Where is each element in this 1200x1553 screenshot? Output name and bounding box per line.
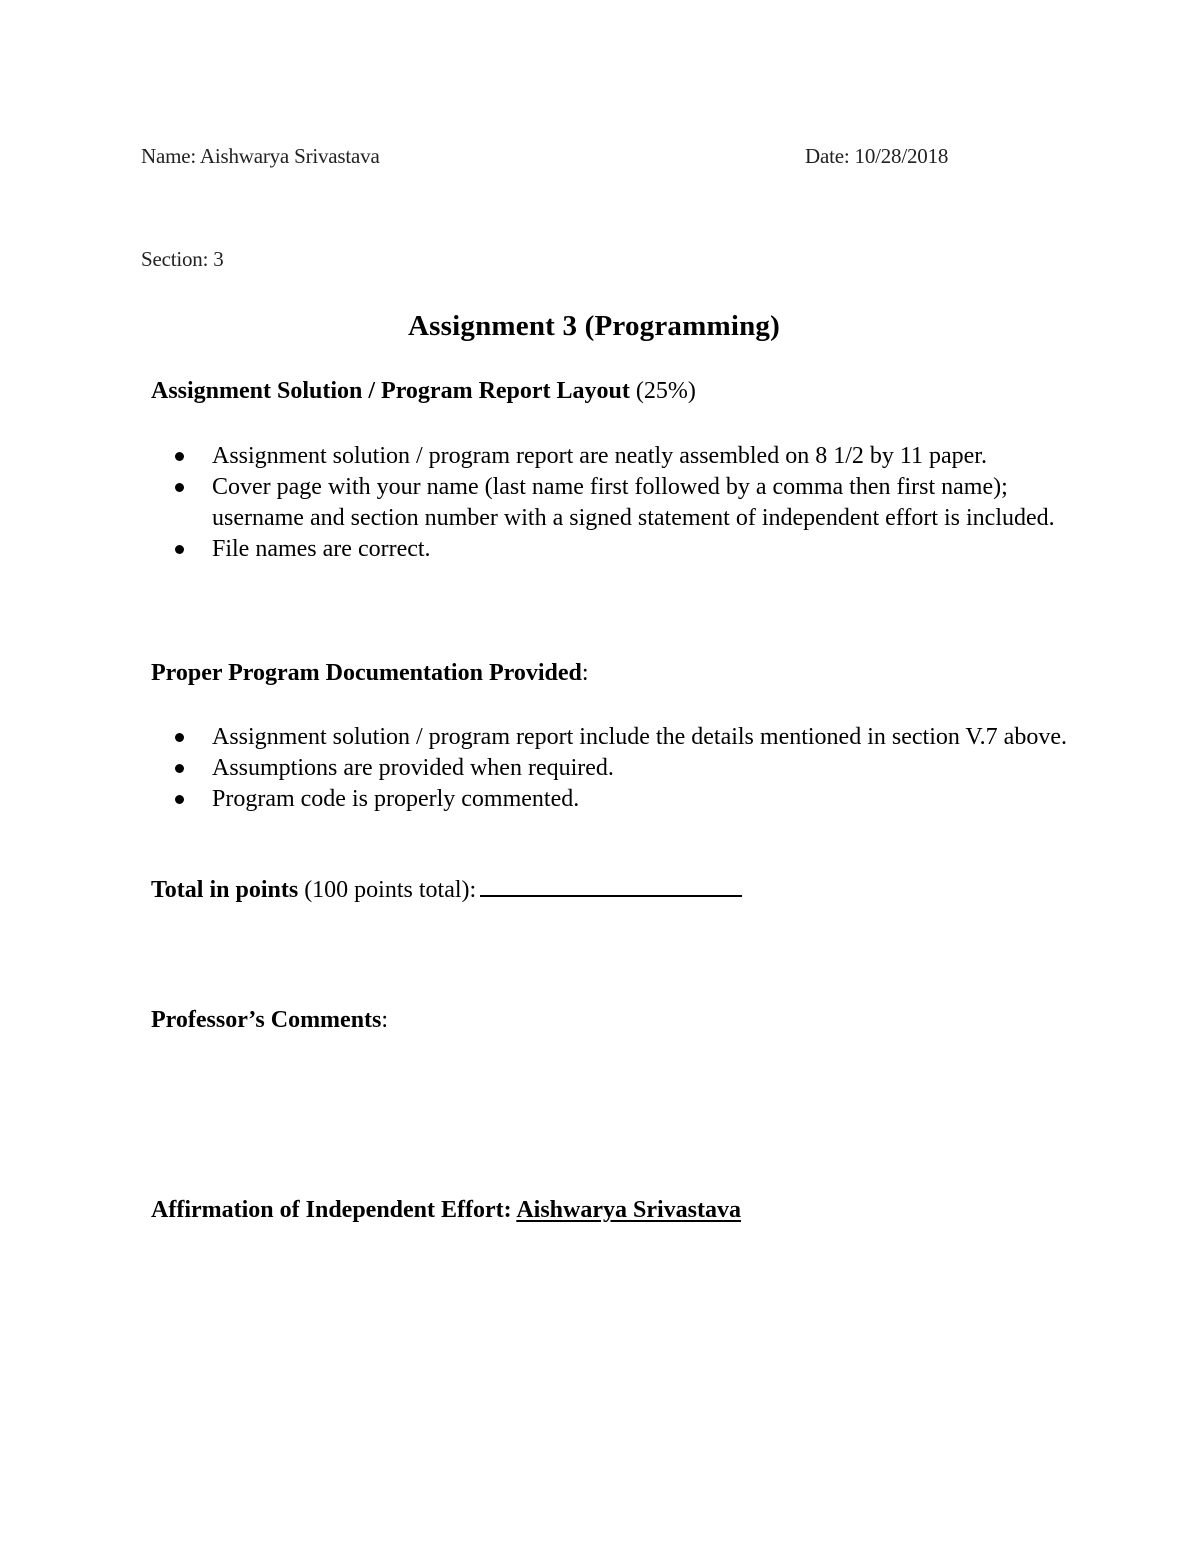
section-number: Section: 3 [141, 247, 224, 271]
submission-date: Date: 10/28/2018 [805, 144, 949, 168]
affirmation-signature: Aishwarya Srivastava [516, 1197, 741, 1223]
bullet-icon [175, 452, 184, 461]
list-item-text: Cover page with your name (last name first followed by a comma then first name); username and section number with a signed statement of independent effort is included. [212, 474, 1055, 531]
assignment-title: Assignment 3 (Programming) [408, 310, 780, 342]
bullet-icon [175, 764, 184, 773]
list-item-text: Assumptions are provided when required. [212, 755, 614, 781]
professor-comments-colon: : [381, 1007, 389, 1033]
professor-comments-heading [151, 1005, 388, 1036]
bullet-icon [175, 483, 184, 492]
list-item-text: File names are correct. [212, 536, 431, 562]
total-points-line [151, 875, 742, 906]
professor-comments-label: Professor’s Comments [151, 1007, 382, 1033]
list-item [212, 534, 1072, 565]
documentation-heading-bold: Proper Program Documentation Provided [151, 660, 582, 686]
list-item-text: Assignment solution / program report are neatly assembled on 8 1/2 by 11 paper. [212, 443, 987, 469]
list-item [212, 784, 1072, 815]
list-item-text: Program code is properly commented. [212, 786, 580, 812]
documentation-criteria-list [212, 722, 1072, 815]
layout-heading [151, 376, 696, 407]
list-item [212, 722, 1072, 753]
bullet-icon [175, 545, 184, 554]
list-item-text: Assignment solution / program report include the details mentioned in section V.7 above. [212, 724, 1067, 750]
layout-heading-weight: (25%) [629, 378, 696, 404]
layout-heading-bold: Assignment Solution / Program Report Layout [151, 378, 630, 404]
documentation-heading [151, 658, 589, 689]
documentation-heading-colon: : [581, 660, 589, 686]
total-points-note: (100 points total): [298, 877, 477, 903]
list-item [212, 441, 1072, 472]
affirmation-label: Affirmation of Independent Effort [151, 1197, 504, 1223]
affirmation-line [151, 1195, 741, 1226]
bullet-icon [175, 795, 184, 804]
score-blank-line [480, 877, 742, 897]
affirmation-colon: : [503, 1197, 517, 1223]
list-item [212, 472, 1072, 534]
student-name: Name: Aishwarya Srivastava [141, 144, 380, 168]
layout-criteria-list [212, 441, 1072, 565]
bullet-icon [175, 733, 184, 742]
total-points-label: Total in points [151, 877, 299, 903]
list-item [212, 753, 1072, 784]
